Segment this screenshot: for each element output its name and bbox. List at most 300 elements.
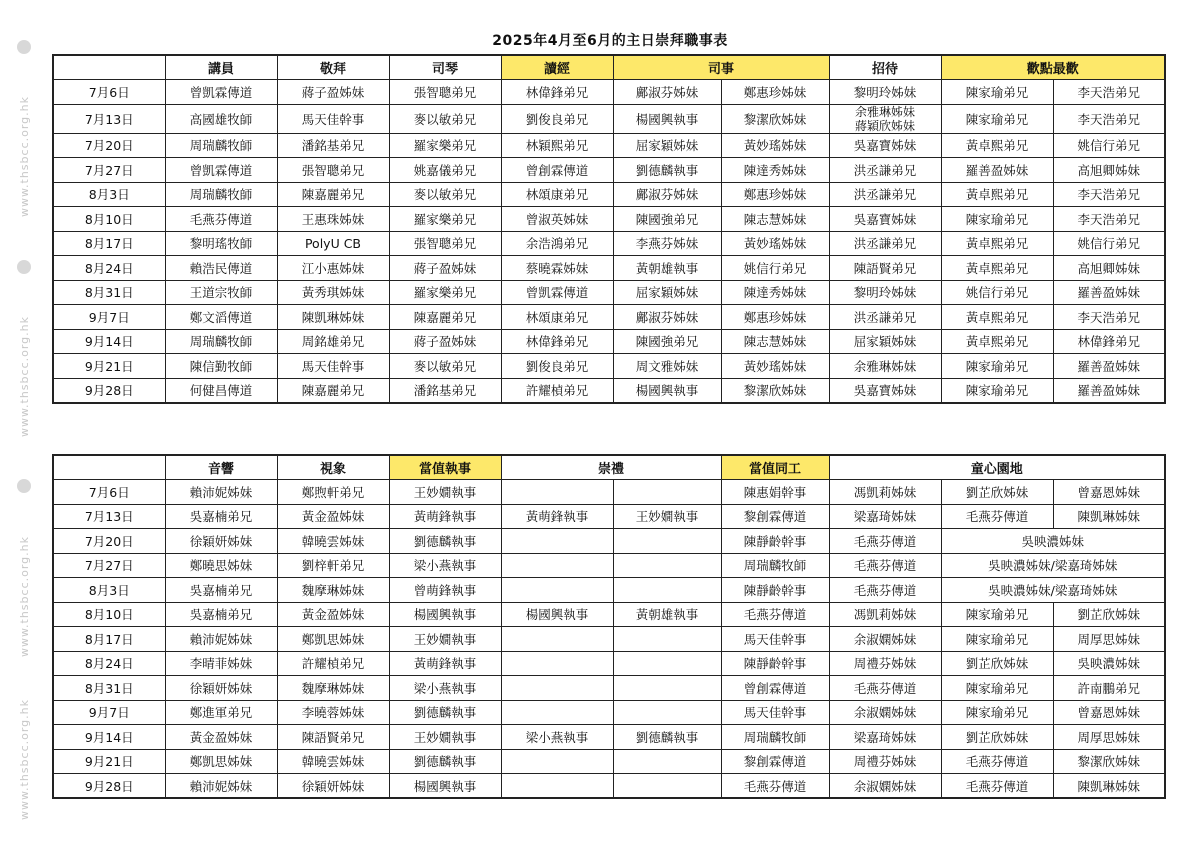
- name-cell: 麥以敏弟兄: [389, 104, 501, 133]
- name-cell: 洪丞謙弟兄: [829, 182, 941, 207]
- name-cell: 黎潔欣姊妹: [1053, 749, 1165, 774]
- name-cell: 梁嘉琦姊妹: [829, 504, 941, 529]
- name-cell: 姚信行弟兄: [721, 256, 829, 281]
- name-cell: 潘銘基弟兄: [277, 133, 389, 158]
- name-cell: 姚嘉儀弟兄: [389, 158, 501, 183]
- name-cell: 王妙嫺執事: [389, 627, 501, 652]
- name-cell: 陳語賢弟兄: [277, 725, 389, 750]
- date-cell: 8月24日: [53, 256, 165, 281]
- name-cell: 毛燕芬傳道: [829, 676, 941, 701]
- name-cell: 鄭惠珍姊妹: [721, 182, 829, 207]
- table-row: [53, 378, 1165, 403]
- name-cell: 周禮芬姊妹: [829, 749, 941, 774]
- name-cell: 魏摩琳姊妹: [277, 676, 389, 701]
- name-cell: 黃金盈姊妹: [165, 725, 277, 750]
- date-cell: 8月31日: [53, 280, 165, 305]
- name-cell: 周厚思姊妹: [1053, 627, 1165, 652]
- name-cell: 羅善盈姊妹: [1053, 280, 1165, 305]
- name-cell: 毛燕芬傳道: [829, 578, 941, 603]
- name-cell: 馬天佳幹事: [721, 700, 829, 725]
- watermark-text-2: www.thsbcc.org.hk: [17, 316, 31, 437]
- name-cell: 黃金盈姊妹: [277, 504, 389, 529]
- name-cell: 陳凱琳姊妹: [277, 305, 389, 330]
- name-cell: 何健昌傳道: [165, 378, 277, 403]
- name-cell: [501, 774, 613, 799]
- name-cell: 蔣子盈姊妹: [389, 329, 501, 354]
- name-cell: 黃萌鋒執事: [389, 651, 501, 676]
- header-pianist: 司琴: [389, 55, 501, 80]
- name-cell: 劉梓軒弟兄: [277, 553, 389, 578]
- name-cell: 曾萌鋒執事: [389, 578, 501, 603]
- table-row: [53, 553, 1165, 578]
- date-cell: 8月3日: [53, 182, 165, 207]
- table-row: [53, 133, 1165, 158]
- table-row: [53, 774, 1165, 799]
- name-cell: 李晴菲姊妹: [165, 651, 277, 676]
- name-cell: 許耀楨弟兄: [501, 378, 613, 403]
- name-cell: 吳映濃姊妹/梁嘉琦姊妹: [941, 553, 1165, 578]
- name-cell: 毛燕芬傳道: [941, 774, 1053, 799]
- name-cell: 陳家瑜弟兄: [941, 378, 1053, 403]
- name-cell: [613, 774, 721, 799]
- date-cell: 7月27日: [53, 553, 165, 578]
- name-cell: 黃妙瑤姊妹: [721, 354, 829, 379]
- name-cell: 曾淑英姊妹: [501, 207, 613, 232]
- bottom-header-row: [53, 455, 1165, 480]
- name-cell: 王道宗牧師: [165, 280, 277, 305]
- name-cell: 林頌康弟兄: [501, 305, 613, 330]
- name-cell: 楊國興執事: [389, 602, 501, 627]
- name-cell: 梁小燕執事: [389, 676, 501, 701]
- name-cell: 馬天佳幹事: [277, 354, 389, 379]
- name-cell: 楊國興執事: [613, 378, 721, 403]
- name-cell: 屈家穎姊妹: [613, 133, 721, 158]
- name-cell: 毛燕芬傳道: [721, 602, 829, 627]
- header-reception: 招待: [829, 55, 941, 80]
- name-cell: 鄭惠珍姊妹: [721, 80, 829, 105]
- name-cell: 周禮芬姊妹: [829, 651, 941, 676]
- name-cell: 陳家瑜弟兄: [941, 80, 1053, 105]
- name-cell: 陳凱琳姊妹: [1053, 504, 1165, 529]
- name-cell: 陳靜齡幹事: [721, 529, 829, 554]
- name-cell: 洪丞謙弟兄: [829, 231, 941, 256]
- header-welcome: 歡點最歡: [941, 55, 1165, 80]
- name-cell: 黎明玲姊妹: [829, 80, 941, 105]
- date-cell: 9月28日: [53, 774, 165, 799]
- name-cell: 周瑞麟牧師: [165, 182, 277, 207]
- name-cell: [613, 578, 721, 603]
- name-cell: 吳嘉寶姊妹: [829, 133, 941, 158]
- name-cell: 曾凱霖傳道: [165, 158, 277, 183]
- header-children: 童心園地: [829, 455, 1165, 480]
- name-cell: 陳家瑜弟兄: [941, 104, 1053, 133]
- name-cell: PolyU CB: [277, 231, 389, 256]
- name-cell: 黃朝雄執事: [613, 602, 721, 627]
- name-cell: 蔡曉霖姊妹: [501, 256, 613, 281]
- table-row: [53, 207, 1165, 232]
- name-cell: 毛燕芬傳道: [165, 207, 277, 232]
- date-cell: 8月17日: [53, 231, 165, 256]
- table-row: [53, 256, 1165, 281]
- name-cell: 鄭惠珍姊妹: [721, 305, 829, 330]
- name-cell: [613, 700, 721, 725]
- name-cell: 周文雅姊妹: [613, 354, 721, 379]
- name-cell: 馬天佳幹事: [721, 627, 829, 652]
- name-cell: 周瑞麟牧師: [165, 329, 277, 354]
- date-cell: 7月13日: [53, 104, 165, 133]
- name-cell: 韓曉雲姊妹: [277, 529, 389, 554]
- date-cell: 9月7日: [53, 700, 165, 725]
- name-cell: 陳國強弟兄: [613, 329, 721, 354]
- date-cell: 9月14日: [53, 329, 165, 354]
- name-cell: 梁小燕執事: [389, 553, 501, 578]
- name-cell: 梁小燕執事: [501, 725, 613, 750]
- name-cell: 高旭卿姊妹: [1053, 158, 1165, 183]
- name-cell: 周銘雄弟兄: [277, 329, 389, 354]
- name-cell: 周瑞麟牧師: [721, 553, 829, 578]
- name-cell: 陳志慧姊妹: [721, 329, 829, 354]
- table-row: [53, 480, 1165, 505]
- name-cell: 姚信行弟兄: [1053, 231, 1165, 256]
- name-cell: [613, 553, 721, 578]
- table-row: [53, 280, 1165, 305]
- name-cell: [613, 651, 721, 676]
- name-cell: 黃妙瑤姊妹: [721, 231, 829, 256]
- name-cell: 黃秀琪姊妹: [277, 280, 389, 305]
- name-cell: 楊國興執事: [501, 602, 613, 627]
- name-cell: 李天浩弟兄: [1053, 207, 1165, 232]
- name-cell: 余淑嫻姊妹: [829, 774, 941, 799]
- name-cell: 魏摩琳姊妹: [277, 578, 389, 603]
- header-visual: 視象: [277, 455, 389, 480]
- name-cell: [501, 700, 613, 725]
- watermark-text-3: www.thsbcc.org.hk: [17, 535, 31, 657]
- name-cell: 黃卓熙弟兄: [941, 305, 1053, 330]
- name-cell: [501, 627, 613, 652]
- table-row: [53, 504, 1165, 529]
- header-duty-staff: 當值同工: [721, 455, 829, 480]
- name-cell: 林偉鋒弟兄: [1053, 329, 1165, 354]
- name-cell: 馬天佳幹事: [277, 104, 389, 133]
- name-cell: [613, 480, 721, 505]
- name-cell: 陳嘉麗弟兄: [277, 378, 389, 403]
- name-cell: 黃萌鋒執事: [389, 504, 501, 529]
- name-cell: [501, 553, 613, 578]
- date-cell: 9月7日: [53, 305, 165, 330]
- name-cell: 屈家穎姊妹: [829, 329, 941, 354]
- name-cell: [501, 676, 613, 701]
- name-cell: 黃卓熙弟兄: [941, 231, 1053, 256]
- date-cell: 9月14日: [53, 725, 165, 750]
- bottom-roster-table: [52, 454, 1166, 799]
- name-cell: 吳嘉寶姊妹: [829, 207, 941, 232]
- name-cell: 毛燕芬傳道: [941, 504, 1053, 529]
- name-cell: 賴沛妮姊妹: [165, 774, 277, 799]
- name-cell: 張智聰弟兄: [277, 158, 389, 183]
- name-cell: 林穎熙弟兄: [501, 133, 613, 158]
- table-row: [53, 182, 1165, 207]
- table-row: [53, 676, 1165, 701]
- watermark-logo-icon: [17, 260, 31, 274]
- name-cell: 馮凱莉姊妹: [829, 480, 941, 505]
- name-cell: 李燕芬姊妹: [613, 231, 721, 256]
- name-cell: 陳達秀姊妹: [721, 158, 829, 183]
- name-cell: 劉德麟執事: [389, 700, 501, 725]
- name-cell: 李天浩弟兄: [1053, 80, 1165, 105]
- header-duty-deacon: 當值執事: [389, 455, 501, 480]
- name-cell: 羅善盈姊妹: [941, 158, 1053, 183]
- table-row: [53, 354, 1165, 379]
- name-cell: 劉芷欣姊妹: [1053, 602, 1165, 627]
- bottom-table-body: [53, 480, 1165, 799]
- name-cell: 陳惠娟幹事: [721, 480, 829, 505]
- name-cell: [501, 480, 613, 505]
- name-cell: 曾創霖傳道: [501, 158, 613, 183]
- date-cell: 8月10日: [53, 602, 165, 627]
- name-cell: 陳國強弟兄: [613, 207, 721, 232]
- name-cell: 黎創霖傳道: [721, 749, 829, 774]
- name-cell: 鄺淑芬姊妹: [613, 305, 721, 330]
- name-cell: 羅善盈姊妹: [1053, 378, 1165, 403]
- name-cell: 劉芷欣姊妹: [941, 651, 1053, 676]
- name-cell: 許南鵬弟兄: [1053, 676, 1165, 701]
- table-row: [53, 578, 1165, 603]
- name-cell: 陳達秀姊妹: [721, 280, 829, 305]
- name-cell: 韓曉雲姊妹: [277, 749, 389, 774]
- name-cell: 周瑞麟牧師: [165, 133, 277, 158]
- name-cell: [613, 749, 721, 774]
- name-cell: 黃卓熙弟兄: [941, 133, 1053, 158]
- date-cell: 7月27日: [53, 158, 165, 183]
- name-cell: 許耀楨弟兄: [277, 651, 389, 676]
- name-cell: 陳嘉麗弟兄: [389, 305, 501, 330]
- top-table-body: [53, 80, 1165, 403]
- date-cell: 8月17日: [53, 627, 165, 652]
- name-cell: 楊國興執事: [389, 774, 501, 799]
- name-cell: 羅家樂弟兄: [389, 207, 501, 232]
- name-cell: 林偉鋒弟兄: [501, 80, 613, 105]
- name-cell: [501, 529, 613, 554]
- name-cell: 周瑞麟牧師: [721, 725, 829, 750]
- name-cell: 陳家瑜弟兄: [941, 354, 1053, 379]
- name-cell: 周厚思姊妹: [1053, 725, 1165, 750]
- name-cell: 黃妙瑤姊妹: [721, 133, 829, 158]
- top-roster-table: [52, 54, 1166, 404]
- name-cell: 李天浩弟兄: [1053, 182, 1165, 207]
- watermark-text-1: www.thsbcc.org.hk: [17, 96, 31, 218]
- table-row: [53, 725, 1165, 750]
- name-cell: 李天浩弟兄: [1053, 104, 1165, 133]
- name-cell: [613, 529, 721, 554]
- name-cell: 陳信勤牧師: [165, 354, 277, 379]
- name-cell: 姚信行弟兄: [1053, 133, 1165, 158]
- name-cell: 吳嘉寶姊妹: [829, 378, 941, 403]
- name-cell: [501, 749, 613, 774]
- name-cell: 余雅琳姊妹 蔣穎欣姊妹: [829, 104, 941, 133]
- name-cell: 梁嘉琦姊妹: [829, 725, 941, 750]
- name-cell: 洪丞謙弟兄: [829, 158, 941, 183]
- name-cell: 鄺淑芬姊妹: [613, 80, 721, 105]
- name-cell: 毛燕芬傳道: [721, 774, 829, 799]
- table-row: [53, 158, 1165, 183]
- name-cell: 陳凱琳姊妹: [1053, 774, 1165, 799]
- name-cell: 林偉鋒弟兄: [501, 329, 613, 354]
- name-cell: 麥以敏弟兄: [389, 182, 501, 207]
- name-cell: 黎潔欣姊妹: [721, 104, 829, 133]
- name-cell: 劉德麟執事: [389, 749, 501, 774]
- name-cell: 吳嘉楠弟兄: [165, 602, 277, 627]
- name-cell: 吳映濃姊妹/梁嘉琦姊妹: [941, 578, 1165, 603]
- name-cell: [501, 651, 613, 676]
- table-row: [53, 305, 1165, 330]
- name-cell: 陳家瑜弟兄: [941, 676, 1053, 701]
- name-cell: 李曉蓉姊妹: [277, 700, 389, 725]
- name-cell: 曾創霖傳道: [721, 676, 829, 701]
- name-cell: 吳嘉楠弟兄: [165, 504, 277, 529]
- date-cell: 7月20日: [53, 133, 165, 158]
- date-cell: 7月6日: [53, 80, 165, 105]
- name-cell: 江小惠姊妹: [277, 256, 389, 281]
- date-cell: 8月3日: [53, 578, 165, 603]
- date-cell: 9月21日: [53, 749, 165, 774]
- name-cell: 陳家瑜弟兄: [941, 207, 1053, 232]
- name-cell: 林頌康弟兄: [501, 182, 613, 207]
- name-cell: 劉德麟執事: [613, 725, 721, 750]
- name-cell: 蔣子盈姊妹: [389, 256, 501, 281]
- name-cell: 曾嘉恩姊妹: [1053, 480, 1165, 505]
- name-cell: 徐穎妍姊妹: [165, 676, 277, 701]
- name-cell: 張智聰弟兄: [389, 80, 501, 105]
- name-cell: 陳語賢弟兄: [829, 256, 941, 281]
- name-cell: 黃卓熙弟兄: [941, 256, 1053, 281]
- name-cell: 張智聰弟兄: [389, 231, 501, 256]
- name-cell: 賴沛妮姊妹: [165, 480, 277, 505]
- name-cell: 鄭煦軒弟兄: [277, 480, 389, 505]
- name-cell: 陳家瑜弟兄: [941, 627, 1053, 652]
- name-cell: 高國雄牧師: [165, 104, 277, 133]
- name-cell: 麥以敏弟兄: [389, 354, 501, 379]
- table-row: [53, 80, 1165, 105]
- name-cell: 黃金盈姊妹: [277, 602, 389, 627]
- name-cell: 陳家瑜弟兄: [941, 700, 1053, 725]
- name-cell: 毛燕芬傳道: [829, 553, 941, 578]
- name-cell: 鄭進軍弟兄: [165, 700, 277, 725]
- name-cell: 毛燕芬傳道: [829, 529, 941, 554]
- date-cell: 7月20日: [53, 529, 165, 554]
- page-title: 2025年4月至6月的主日崇拜職事表: [492, 33, 728, 49]
- date-cell: 7月13日: [53, 504, 165, 529]
- name-cell: 賴浩民傳道: [165, 256, 277, 281]
- name-cell: 王妙嫺執事: [389, 725, 501, 750]
- name-cell: 陳靜齡幹事: [721, 578, 829, 603]
- name-cell: 羅家樂弟兄: [389, 280, 501, 305]
- table-row: [53, 329, 1165, 354]
- name-cell: 羅善盈姊妹: [1053, 354, 1165, 379]
- table-row: [53, 749, 1165, 774]
- name-cell: 蔣子盈姊妹: [277, 80, 389, 105]
- name-cell: 陳家瑜弟兄: [941, 602, 1053, 627]
- date-cell: 9月21日: [53, 354, 165, 379]
- name-cell: 鄭曉思姊妹: [165, 553, 277, 578]
- name-cell: [613, 676, 721, 701]
- name-cell: 曾凱霖傳道: [501, 280, 613, 305]
- name-cell: 黃朝雄執事: [613, 256, 721, 281]
- name-cell: 馮凱莉姊妹: [829, 602, 941, 627]
- top-header-row: [53, 55, 1165, 80]
- table-row: [53, 602, 1165, 627]
- name-cell: 余淑嫻姊妹: [829, 700, 941, 725]
- name-cell: 余浩鴻弟兄: [501, 231, 613, 256]
- date-cell: 9月28日: [53, 378, 165, 403]
- name-cell: 劉俊良弟兄: [501, 354, 613, 379]
- name-cell: 王妙嫺執事: [389, 480, 501, 505]
- name-cell: 黃卓熙弟兄: [941, 329, 1053, 354]
- name-cell: 劉俊良弟兄: [501, 104, 613, 133]
- name-cell: 余淑嫻姊妹: [829, 627, 941, 652]
- date-cell: 8月10日: [53, 207, 165, 232]
- table-row: [53, 231, 1165, 256]
- header-sound: 音響: [165, 455, 277, 480]
- date-cell: 8月24日: [53, 651, 165, 676]
- name-cell: 李天浩弟兄: [1053, 305, 1165, 330]
- name-cell: 楊國興執事: [613, 104, 721, 133]
- name-cell: 姚信行弟兄: [941, 280, 1053, 305]
- name-cell: 吳映濃姊妹: [941, 529, 1165, 554]
- name-cell: 劉德麟執事: [389, 529, 501, 554]
- table-row: [53, 104, 1165, 133]
- name-cell: 黃卓熙弟兄: [941, 182, 1053, 207]
- name-cell: 王妙嫺執事: [613, 504, 721, 529]
- name-cell: 屈家穎姊妹: [613, 280, 721, 305]
- header-scripture-reading: 讀經: [501, 55, 613, 80]
- name-cell: 劉芷欣姊妹: [941, 725, 1053, 750]
- name-cell: 洪丞謙弟兄: [829, 305, 941, 330]
- table-row: [53, 529, 1165, 554]
- header-date: [53, 55, 165, 80]
- table-row: [53, 627, 1165, 652]
- date-cell: 8月31日: [53, 676, 165, 701]
- watermark-logo-icon: [17, 479, 31, 493]
- name-cell: [613, 627, 721, 652]
- header-date: [53, 455, 165, 480]
- name-cell: 陳靜齡幹事: [721, 651, 829, 676]
- name-cell: 劉芷欣姊妹: [941, 480, 1053, 505]
- name-cell: 王惠珠姊妹: [277, 207, 389, 232]
- name-cell: 鄭凱思姊妹: [165, 749, 277, 774]
- name-cell: 賴沛妮姊妹: [165, 627, 277, 652]
- header-worship: 敬拜: [277, 55, 389, 80]
- watermark-text-4: www.thsbcc.org.hk: [17, 699, 31, 820]
- name-cell: 毛燕芬傳道: [941, 749, 1053, 774]
- table-row: [53, 651, 1165, 676]
- name-cell: 徐穎妍姊妹: [277, 774, 389, 799]
- name-cell: 吳嘉楠弟兄: [165, 578, 277, 603]
- name-cell: 高旭卿姊妹: [1053, 256, 1165, 281]
- name-cell: 黃萌鋒執事: [501, 504, 613, 529]
- name-cell: 余雅琳姊妹: [829, 354, 941, 379]
- name-cell: 吳映濃姊妹: [1053, 651, 1165, 676]
- name-cell: 鄭凱思姊妹: [277, 627, 389, 652]
- name-cell: [501, 578, 613, 603]
- name-cell: 黎潔欣姊妹: [721, 378, 829, 403]
- date-cell: 7月6日: [53, 480, 165, 505]
- name-cell: 黎明瑤牧師: [165, 231, 277, 256]
- name-cell: 羅家樂弟兄: [389, 133, 501, 158]
- name-cell: 潘銘基弟兄: [389, 378, 501, 403]
- name-cell: 劉德麟執事: [613, 158, 721, 183]
- side-watermark: [10, 40, 38, 820]
- name-cell: 曾凱霖傳道: [165, 80, 277, 105]
